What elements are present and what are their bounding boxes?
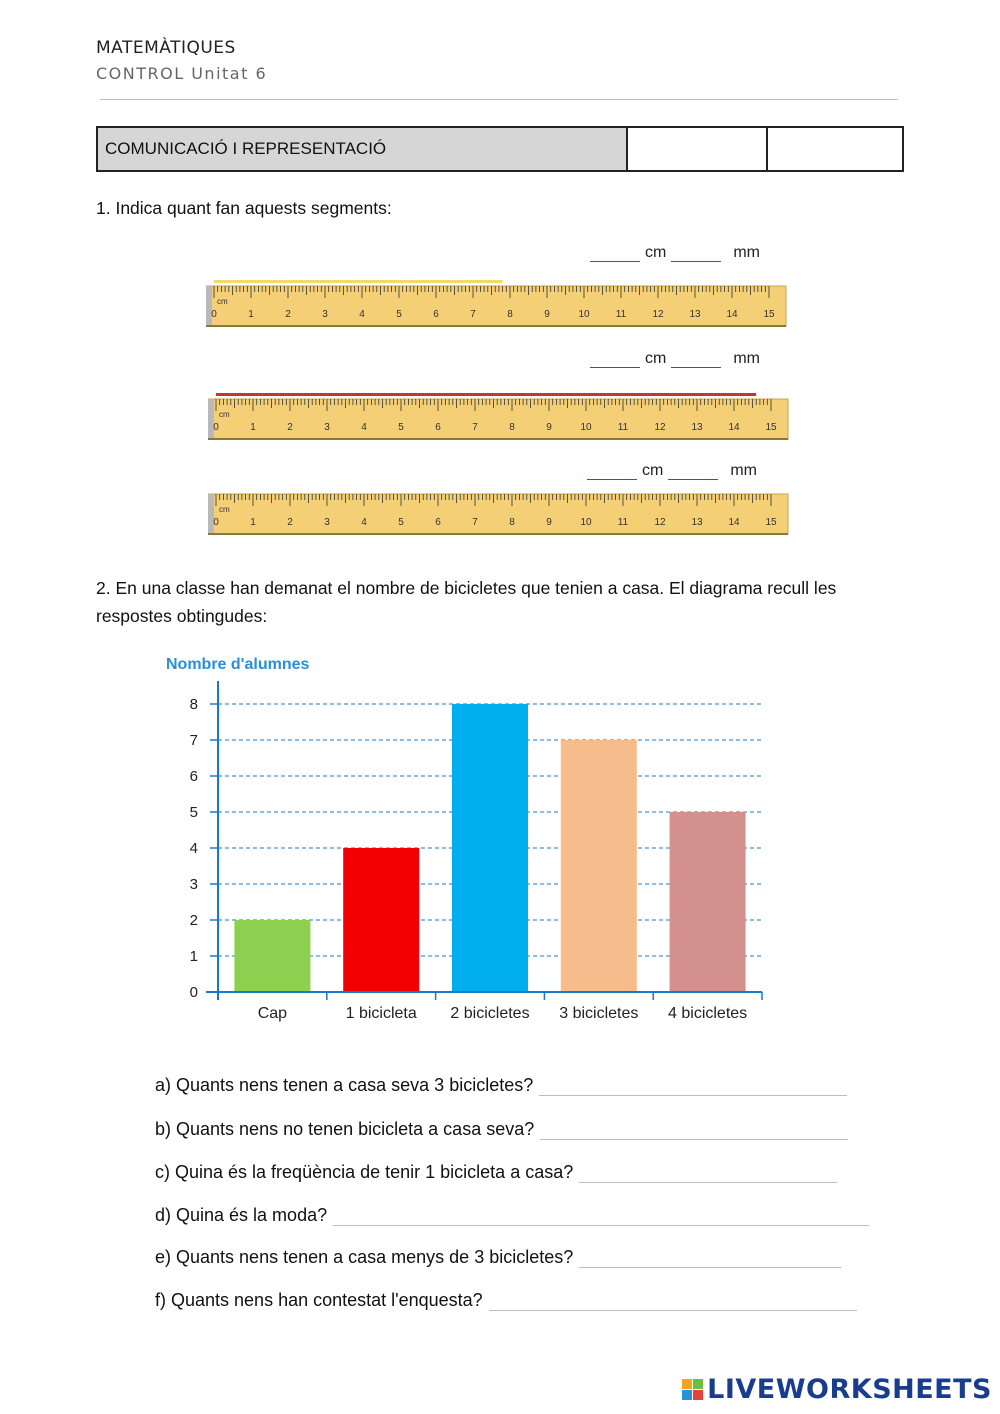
ruler-number: 8 [509, 422, 515, 433]
score-cell-2[interactable] [768, 128, 902, 170]
ruler-3-mm-label: mm [730, 462, 757, 479]
ruler-end [208, 399, 214, 439]
y-tick-label: 1 [189, 948, 198, 965]
bar-chart [150, 645, 790, 1035]
liveworksheets-logo-icon [682, 1379, 703, 1400]
ruler-number: 15 [763, 309, 775, 320]
ruler-3 [208, 484, 790, 538]
y-tick-label: 0 [189, 984, 198, 1001]
bar-2 [343, 848, 419, 992]
category-table [96, 126, 904, 172]
ruler-number: 1 [248, 309, 254, 320]
sub-question-d [155, 1205, 869, 1226]
ruler-number: 9 [546, 517, 552, 528]
ruler-number: 12 [654, 517, 666, 528]
bar-4 [561, 740, 637, 992]
ruler-number: 5 [398, 422, 404, 433]
ruler-1-cm-input[interactable] [590, 245, 640, 262]
sub-question-e [155, 1247, 841, 1268]
ruler-number: 12 [652, 309, 664, 320]
x-tick-label: 2 bicicletes [450, 1005, 530, 1022]
ruler-1-mm-label: mm [733, 244, 760, 261]
ruler-3-cm-input[interactable] [587, 463, 637, 480]
ruler-1-cm-label: cm [645, 244, 667, 261]
ruler-number: 10 [580, 422, 592, 433]
sub-question-e-text: e) Quants nens tenen a casa menys de 3 bicicletes? [155, 1247, 574, 1267]
ruler-number: 5 [396, 309, 402, 320]
ruler-number: 1 [250, 517, 256, 528]
ruler-number: 2 [287, 422, 293, 433]
logo-cell-e [693, 1390, 703, 1400]
ruler-number: 0 [213, 517, 219, 528]
ruler-3-mm-input[interactable] [668, 463, 718, 480]
ruler-segment [216, 393, 756, 396]
x-tick-label: Cap [257, 1005, 288, 1022]
logo-cell-v [682, 1390, 692, 1400]
ruler-number: 15 [765, 517, 777, 528]
ruler-2-answer [590, 350, 760, 368]
ruler-number: 0 [211, 309, 217, 320]
ruler-number: 4 [359, 309, 365, 320]
ruler-number: 2 [287, 517, 293, 528]
subject-title: MATEMÀTIQUES [96, 38, 236, 58]
sub-question-a-text: a) Quants nens tenen a casa seva 3 bicicletes? [155, 1075, 534, 1095]
ruler-number: 3 [322, 309, 328, 320]
y-tick-label: 5 [189, 804, 198, 821]
score-cell-1[interactable] [628, 128, 768, 170]
ruler-number: 6 [433, 309, 439, 320]
sub-question-f-text: f) Quants nens han contestat l'enquesta? [155, 1290, 483, 1310]
ruler-number: 11 [617, 422, 629, 433]
ruler-number: 13 [691, 422, 703, 433]
ruler-segment [214, 280, 503, 283]
sub-question-a [155, 1075, 847, 1096]
ruler-end [208, 494, 214, 534]
x-tick-label: 3 bicicletes [559, 1005, 639, 1022]
ruler-2-cm-input[interactable] [590, 351, 640, 368]
ruler-number: 14 [726, 309, 738, 320]
ruler-3-cm-label: cm [642, 462, 664, 479]
logo-cell-i [693, 1379, 703, 1389]
y-axis-label: Nombre d'alumnes [166, 656, 310, 673]
ruler-number: 10 [578, 309, 590, 320]
question-1: 1. Indica quant fan aquests segments: [96, 198, 392, 218]
ruler-cm-label: cm [219, 410, 230, 419]
ruler-number: 9 [544, 309, 550, 320]
liveworksheets-brand[interactable] [682, 1374, 992, 1405]
y-tick-label: 2 [189, 912, 198, 929]
ruler-1-mm-input[interactable] [671, 245, 721, 262]
ruler-2 [208, 389, 790, 443]
ruler-number: 4 [361, 517, 367, 528]
ruler-2-mm-input[interactable] [671, 351, 721, 368]
question-2: 2. En una classe han demanat el nombre de bicicletes que tenien a casa. El diagrama recull les respostes obtingudes: [96, 578, 837, 626]
ruler-1-answer [590, 244, 760, 262]
sub-question-f [155, 1290, 857, 1311]
sub-question-b-text: b) Quants nens no tenen bicicleta a casa seva? [155, 1119, 535, 1139]
ruler-number: 7 [470, 309, 476, 320]
logo-cell-l [682, 1379, 692, 1389]
ruler-number: 12 [654, 422, 666, 433]
bar-3 [452, 704, 528, 992]
ruler-2-cm-label: cm [645, 350, 667, 367]
ruler-number: 3 [324, 422, 330, 433]
x-tick-label: 4 bicicletes [668, 1005, 748, 1022]
y-tick-label: 4 [189, 840, 198, 857]
ruler-3-answer [587, 462, 757, 480]
ruler-number: 14 [728, 517, 740, 528]
sub-question-b [155, 1119, 848, 1140]
ruler-number: 8 [509, 517, 515, 528]
bar-5 [670, 812, 746, 992]
y-tick-label: 6 [189, 768, 198, 785]
header-divider [100, 99, 898, 100]
ruler-number: 5 [398, 517, 404, 528]
ruler-number: 2 [285, 309, 291, 320]
sub-question-c-answer[interactable] [579, 1166, 837, 1183]
sub-question-d-text: d) Quina és la moda? [155, 1205, 328, 1225]
ruler-2-mm-label: mm [733, 350, 760, 367]
ruler-number: 15 [765, 422, 777, 433]
ruler-number: 0 [213, 422, 219, 433]
ruler-cm-label: cm [219, 505, 230, 514]
ruler-number: 6 [435, 517, 441, 528]
sub-question-c [155, 1162, 837, 1183]
ruler-number: 9 [546, 422, 552, 433]
x-tick-label: 1 bicicleta [345, 1005, 417, 1022]
sub-question-a-answer[interactable] [539, 1079, 847, 1096]
ruler-number: 4 [361, 422, 367, 433]
ruler-number: 6 [435, 422, 441, 433]
ruler-1 [206, 276, 788, 330]
y-tick-label: 7 [189, 732, 198, 749]
ruler-number: 11 [615, 309, 627, 320]
ruler-number: 8 [507, 309, 513, 320]
ruler-number: 10 [580, 517, 592, 528]
ruler-number: 13 [689, 309, 701, 320]
ruler-number: 1 [250, 422, 256, 433]
ruler-number: 7 [472, 422, 478, 433]
sub-question-f-answer[interactable] [489, 1294, 857, 1311]
sub-question-d-answer[interactable] [333, 1209, 869, 1226]
ruler-number: 11 [617, 517, 629, 528]
ruler-cm-label: cm [217, 297, 228, 306]
sub-question-b-answer[interactable] [540, 1123, 848, 1140]
ruler-number: 13 [691, 517, 703, 528]
category-label: COMUNICACIÓ I REPRESENTACIÓ [98, 128, 628, 170]
ruler-end [206, 286, 212, 326]
brand-name: LIVEWORKSHEETS [707, 1374, 992, 1405]
bar-1 [234, 920, 310, 992]
ruler-number: 14 [728, 422, 740, 433]
ruler-number: 7 [472, 517, 478, 528]
unit-title: CONTROL Unitat 6 [96, 64, 268, 83]
y-tick-label: 3 [189, 876, 198, 893]
sub-question-e-answer[interactable] [579, 1251, 841, 1268]
sub-question-c-text: c) Quina és la freqüència de tenir 1 bicicleta a casa? [155, 1162, 574, 1182]
y-tick-label: 8 [189, 696, 198, 713]
ruler-number: 3 [324, 517, 330, 528]
